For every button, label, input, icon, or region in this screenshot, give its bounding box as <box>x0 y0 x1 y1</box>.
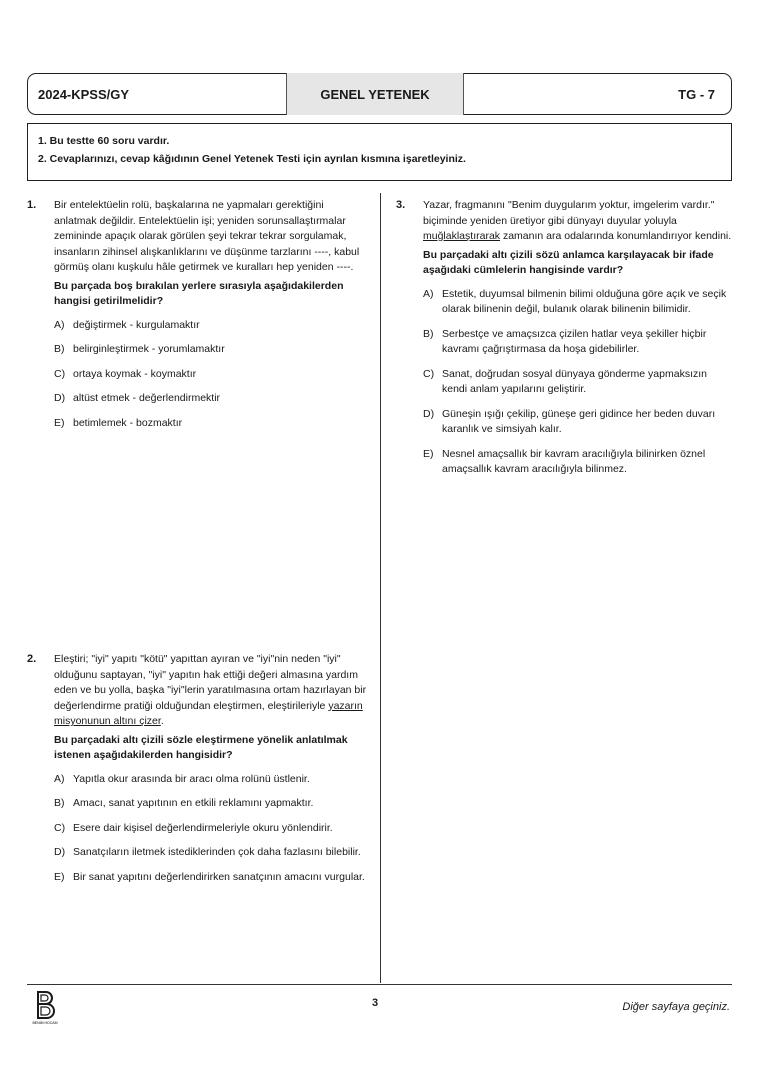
question-text: Bir entelektüelin rolü, başkalarına ne yapmaları gerektiğini anlatmak değildir. Entelektüelin işi; yeniden sorunsallaştırmalar zemininde apaçık olarak görülen şeyi tekrar tekrar sorgulamak, insanların zihinsel alışkanlıklarını ve düşünme tarzlarını ----, kabul görmüş olanı kuşkulu hâle getirmek ve kuralları hep yeniden ----. <box>54 199 360 273</box>
booklet-code: TG - 7 <box>678 87 715 102</box>
column-divider <box>380 193 381 983</box>
footer-rule <box>27 984 732 985</box>
question-text <box>54 652 367 730</box>
question-text-part: Yazar, fragmanını "Benim duygularım yoktur, imgelerim vardır." biçiminde yeniden üretiyor gibi dünyayı duyular yoluyla <box>423 199 715 227</box>
option-a[interactable] <box>54 318 367 334</box>
option-e[interactable] <box>423 447 732 478</box>
option-b[interactable] <box>423 327 732 358</box>
option-text: ortaya koymak - koymaktır <box>73 367 197 380</box>
question-prompt: Bu parçadaki altı çizili sözü anlamca karşılayacak bir ifade aşağıdaki cümlelerin hangisinde vardır? <box>423 248 714 276</box>
option-e[interactable] <box>54 870 367 886</box>
option-letter: E) <box>54 416 65 429</box>
underlined-phrase: yazarın misyonunun altını çizer <box>54 699 363 727</box>
option-text: Güneşin ışığı çekilip, güneşe geri gidince her beden duvarı karanlık ve simsiyah kalır. <box>442 407 716 435</box>
option-d[interactable] <box>423 407 732 438</box>
logo-b-icon <box>30 986 60 1026</box>
instructions-box <box>27 123 732 181</box>
option-a[interactable] <box>54 772 367 788</box>
option-letter: B) <box>54 343 65 355</box>
option-text: altüst etmek - değerlendirmektir <box>73 392 221 404</box>
option-b[interactable] <box>54 796 367 812</box>
question-2 <box>27 652 367 894</box>
option-letter: C) <box>54 367 66 380</box>
option-text: Nesnel amaçsallık bir kavram aracılığıyla bilinirken öznel amaçsallık kavram aracılığıyla bilinmez. <box>442 447 706 475</box>
question-number: 2. <box>27 653 37 665</box>
question-3 <box>396 198 732 487</box>
page-number: 3 <box>372 997 379 1009</box>
option-c[interactable] <box>423 367 732 398</box>
question-text-part: zamanın ara odalarında konumlandırıyor kendini. <box>500 230 732 242</box>
question-number: 1. <box>27 199 37 211</box>
exam-header <box>27 73 732 115</box>
instruction-line: 2. Cevaplarınızı, cevap kâğıdının Genel Yetenek Testi için ayrılan kısmına işaretleyiniz. <box>38 153 466 165</box>
answer-options <box>423 287 732 478</box>
exam-code: 2024-KPSS/GY <box>38 87 130 102</box>
question-prompt: Bu parçada boş bırakılan yerlere sırasıyla aşağıdakilerden hangisi getirilmelidir? <box>54 279 344 307</box>
option-text: Bir sanat yapıtını değerlendirirken sanatçının amacını vurgular. <box>73 870 365 883</box>
option-text: değiştirmek - kurgulamaktır <box>73 318 200 331</box>
option-letter: B) <box>423 327 434 340</box>
next-page-note: Diğer sayfaya geçiniz. <box>622 1001 730 1013</box>
option-text: belirginleştirmek - yorumlamaktır <box>73 343 225 355</box>
option-letter: E) <box>423 447 434 460</box>
publisher-logo <box>30 986 60 1026</box>
option-letter: B) <box>54 797 65 809</box>
section-title: GENEL YETENEK <box>286 73 464 115</box>
option-text: betimlemek - bozmaktır <box>73 416 183 429</box>
answer-options <box>54 772 367 886</box>
option-letter: D) <box>423 407 435 420</box>
option-letter: C) <box>54 821 66 834</box>
option-d[interactable] <box>54 845 367 861</box>
option-letter: A) <box>54 772 65 785</box>
instruction-line: 1. Bu testte 60 soru vardır. <box>38 135 170 147</box>
option-text: Yapıtla okur arasında bir aracı olma rolünü üstlenir. <box>73 772 310 785</box>
option-letter: A) <box>54 318 65 331</box>
option-b[interactable] <box>54 342 367 358</box>
underlined-phrase: muğlaklaştırarak <box>423 230 501 242</box>
option-letter: D) <box>54 846 66 858</box>
question-text-part: Eleştiri; "iyi" yapıtı "kötü" yapıttan ayıran ve "iyi"nin neden "iyi" olduğunu saptayan, "iyi" yapıtın hak ettiği değeri almasına yardım eden ve bu yolla, başka "iyi"lerin yaratılmasına ortam hazırlayan bir değerlendirme pratiği olduğundan eleştirmen, eleştirileriyle <box>54 653 367 712</box>
question-number: 3. <box>396 199 406 211</box>
option-d[interactable] <box>54 391 367 407</box>
option-text: Serbestçe ve amaçsızca çizilen hatlar veya şekiller hiçbir kavramı çağrıştırmasa da hoşa gidebilirler. <box>442 327 707 355</box>
option-c[interactable] <box>54 821 367 837</box>
question-1 <box>27 198 367 440</box>
question-prompt: Bu parçadaki altı çizili sözle eleştirmene yönelik anlatılmak istenen aşağıdakilerden hangisidir? <box>54 733 348 761</box>
option-c[interactable] <box>54 367 367 383</box>
option-text: Amacı, sanat yapıtının en etkili reklamını yapmaktır. <box>73 797 314 809</box>
option-e[interactable] <box>54 416 367 432</box>
option-text: Esere dair kişisel değerlendirmeleriyle okuru yönlendirir. <box>73 821 333 834</box>
option-text: Estetik, duyumsal bilmenin bilimi olduğuna göre açık ve seçik olarak bilinenin değil, bulanık olarak bilinenin bilimidir. <box>442 287 727 315</box>
option-text: Sanat, doğrudan sosyal dünyaya gönderme yapmaksızın kendi anlam yapılarını geliştirir. <box>442 367 707 395</box>
option-letter: D) <box>54 392 66 404</box>
option-a[interactable] <box>423 287 732 318</box>
option-letter: A) <box>423 287 434 300</box>
logo-text: BENİM HOCAM <box>32 1021 58 1025</box>
option-letter: C) <box>423 367 435 380</box>
question-text <box>423 198 732 245</box>
answer-options <box>54 318 367 432</box>
option-text: Sanatçıların iletmek istediklerinden çok daha fazlasını bilebilir. <box>73 846 361 858</box>
question-text-part: . <box>160 715 164 727</box>
option-letter: E) <box>54 870 65 883</box>
